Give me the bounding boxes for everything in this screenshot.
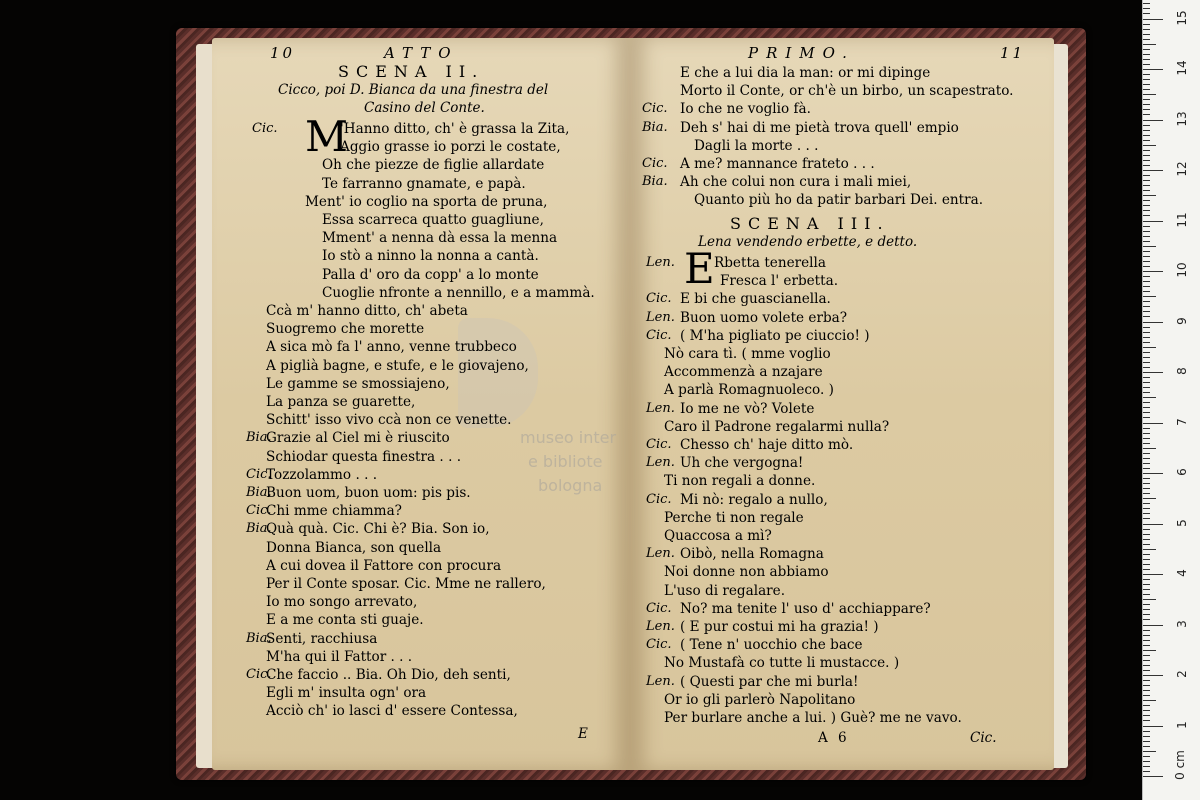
ruler-tick [1143,316,1150,317]
speaker-label: Cic. [646,600,672,616]
ruler-tick [1143,473,1163,474]
text-line: Io me ne vò? Volete [680,400,815,417]
ruler-tick [1143,200,1150,201]
ruler-tick [1143,695,1150,696]
ruler-tick [1143,311,1150,312]
ruler-tick [1143,640,1150,641]
ruler-tick [1143,705,1150,706]
text-line: E a me conta sti guaje. [266,612,424,629]
text-line: Ti non regali a donne. [664,473,816,490]
ruler-tick [1143,236,1150,237]
ruler-tick [1143,84,1150,85]
ruler-tick [1143,175,1150,176]
ruler-tick [1143,513,1150,514]
ruler-tick [1143,246,1156,247]
ruler-tick [1143,276,1150,277]
ruler-tick [1143,619,1150,620]
ruler-tick [1143,377,1150,378]
ruler-tick [1143,665,1150,666]
ruler-tick [1143,771,1150,772]
text-line: Nò cara tì. ( mme voglio [664,346,831,362]
text-line: Perche ti non regale [664,509,804,526]
text-line: L'uso di regalare. [664,582,786,599]
text-line: Cuoglie nfronte a nennillo, e a mammà. [322,284,595,301]
watermark-line: e bibliote [528,452,603,471]
text-line: La panza se guarette, [266,394,416,410]
ruler-tick [1143,104,1150,105]
ruler-tick [1143,488,1150,489]
speaker-label: Bia. [246,485,272,500]
ruler-tick [1143,165,1150,166]
ruler-tick [1143,221,1163,222]
ruler-tick [1143,625,1163,626]
text-line: A piglià bagne, e stufe, e le giovajeno, [266,357,529,374]
ruler-tick [1143,145,1156,146]
text-line: Egli m' insulta ogn' ora [266,685,427,702]
ruler-tick [1143,584,1150,585]
text-line: Io mo songo arrevato, [266,594,418,611]
ruler-tick [1143,544,1150,545]
ruler-tick [1143,271,1163,272]
ruler-tick [1143,109,1150,110]
text-line: M'ha qui il Fattor . . . [266,648,413,665]
text-line: Mment' a nenna dà essa la menna [322,230,558,247]
ruler-tick [1143,337,1150,338]
ruler-tick [1143,412,1150,413]
ruler-unit-label: 0 cm [1172,750,1187,780]
text-line: Or io gli parlerò Napolitano [664,691,856,708]
ruler-tick [1143,503,1150,504]
text-line: 'Hanno ditto, ch' è grassa la Zita, [340,121,570,137]
ruler-tick [1143,645,1150,646]
ruler-tick [1143,281,1150,282]
ruler-tick [1143,54,1150,55]
ruler-tick [1143,599,1156,600]
ruler-tick [1143,301,1150,302]
catchword-left: E [578,726,588,742]
ruler-tick [1143,24,1150,25]
scene-desc-right: Lena vendendo erbette, e detto. [698,234,918,250]
ruler-tick [1143,135,1150,136]
ruler-number: 5 [1175,518,1189,527]
ruler-tick [1143,256,1150,257]
ruler-tick [1143,604,1150,605]
ruler-tick [1143,549,1156,550]
scene-title-right: SCENA III. [730,214,890,233]
ruler-tick [1143,13,1150,14]
text-line: Te farranno gnamate, e papà. [322,175,526,192]
text-line: ( M'ha pigliato pe ciuccio! ) [680,327,870,344]
text-line: Donna Bianca, son quella [266,539,442,556]
ruler-tick [1143,726,1163,727]
speaker-label: Cic. [246,667,272,682]
ruler-tick [1143,286,1150,287]
ruler-tick [1143,352,1150,353]
ruler-number: 2 [1175,670,1189,678]
ruler-tick [1143,478,1150,479]
text-line: E che a lui dia la man: or mi dipinge [680,65,931,81]
ruler-tick [1143,99,1150,100]
ruler-tick [1143,458,1150,459]
text-line: Grazie al Ciel mi è riuscito [266,430,450,447]
ruler-tick [1143,205,1150,206]
ruler-tick [1143,49,1150,50]
text-line: Fresca l' erbetta. [720,273,839,290]
speaker-label: Cic. [646,637,672,653]
ruler-tick [1143,751,1156,752]
ruler-tick [1143,569,1150,570]
ruler-tick [1143,463,1150,464]
ruler-tick [1143,407,1150,408]
speaker-label: Cic. [646,437,672,452]
ruler-tick [1143,433,1150,434]
text-line: ( Tene n' uocchio che bace [680,637,863,654]
signature-mark: A 6 [818,730,850,746]
ruler-tick [1143,215,1150,216]
text-line: Quaccosa a mì? [664,528,772,544]
text-line: No Mustafà co tutte li mustacce. ) [664,655,900,672]
text-line: Caro il Padrone regalarmi nulla? [664,418,890,435]
ruler-tick [1143,660,1150,661]
ruler-tick [1143,423,1163,424]
speaker-label: Cic. [646,291,672,307]
page-number-left: 10 [270,44,296,62]
ruler-tick [1143,362,1150,363]
text-line: Oibò, nella Romagna [680,546,824,563]
ruler-tick [1143,776,1163,777]
watermark-text [520,426,616,498]
ruler-tick [1143,367,1150,368]
ruler-tick [1143,579,1150,580]
ruler-number: 6 [1175,468,1189,476]
ruler-tick [1143,306,1150,307]
text-line: Schitt' isso vivo ccà non ce venette. [266,412,512,429]
text-line: Accommenzà a nzajare [664,364,823,381]
text-line: Le gamme se smossiajeno, [266,375,450,392]
text-line: Quà quà. Cic. Chi è? Bia. Son io, [266,521,490,538]
text-line: Per burlare anche a lui. ) Guè? me ne vavo. [664,710,962,726]
ruler-tick [1143,392,1150,393]
ruler-tick [1143,382,1150,383]
text-line: Quanto più ho da patir barbari Dei. entra. [694,192,984,209]
ruler-number: 12 [1175,161,1189,177]
ruler-number: 13 [1175,110,1189,127]
ruler-tick [1143,539,1150,540]
speaker-label: Cic. [246,503,272,519]
ruler-tick [1143,347,1156,348]
ruler-number: 14 [1175,60,1189,76]
speaker-label: Len. [646,455,675,471]
ruler-tick [1143,372,1163,373]
ruler-tick [1143,630,1150,631]
text-line: E bi che guascianella. [680,291,831,308]
ruler-tick [1143,251,1150,252]
ruler-tick [1143,94,1156,95]
measurement-ruler [1142,0,1200,800]
text-line: A cui dovea il Fattore con procura [266,557,502,574]
ruler-tick [1143,518,1150,519]
ruler-tick [1143,29,1150,30]
ruler-tick [1143,589,1150,590]
ruler-tick [1143,614,1150,615]
ruler-tick [1143,493,1150,494]
scene-desc-left-2: Casino del Conte. [364,100,485,116]
text-line: Palla d' oro da copp' a lo monte [322,266,539,283]
ruler-tick [1143,155,1150,156]
speaker-label: Cic. [646,491,672,507]
text-line: Buon uom, buon uom: pis pis. [266,485,471,501]
speaker-label: Bia. [246,430,272,446]
ruler-tick [1143,761,1150,762]
text-line: Chesso ch' haje ditto mò. [680,437,854,453]
speaker-label: Len. [646,673,675,689]
ruler-tick [1143,417,1150,418]
ruler-tick [1143,635,1150,636]
speaker-label: Cic. [252,121,278,136]
ruler-tick [1143,8,1150,9]
page-number-right: 11 [1000,44,1026,62]
ruler-tick [1143,655,1150,656]
watermark-line: museo inter [520,428,617,447]
ruler-tick [1143,483,1150,484]
ruler-tick [1143,690,1150,691]
ruler-tick [1143,150,1150,151]
ruler-tick [1143,195,1156,196]
watermark-line: bologna [538,476,603,495]
ruler-tick [1143,140,1150,141]
ruler-number: 3 [1175,619,1189,628]
speaker-label: Len. [646,619,675,634]
ruler-tick [1143,731,1150,732]
ruler-tick [1143,64,1150,65]
ruler-tick [1143,609,1150,610]
ruler-tick [1143,766,1150,767]
ruler-tick [1143,700,1156,701]
text-line: Essa scarreca quatto guagliune, [322,212,544,228]
ruler-tick [1143,231,1150,232]
text-line: A me? mannance frateto . . . [680,156,875,172]
ruler-tick [1143,210,1150,211]
ruler-tick [1143,89,1150,90]
text-line: No? ma tenite l' uso d' acchiappare? [680,600,931,617]
speaker-label: Cic. [642,101,668,117]
text-line: Acciò ch' io lasci d' essere Contessa, [266,703,518,720]
ruler-tick [1143,342,1150,343]
ruler-tick [1143,322,1163,323]
ruler-tick [1143,508,1150,509]
ruler-tick [1143,448,1156,449]
ruler-tick [1143,114,1150,115]
ruler-tick [1143,680,1150,681]
text-line: Tozzolammo . . . [266,466,378,483]
ruler-tick [1143,34,1150,35]
ruler-tick [1143,675,1163,676]
ruler-tick [1143,564,1150,565]
ruler-tick [1143,190,1150,191]
text-line: Per il Conte sposar. Cic. Mme ne rallero, [266,576,546,592]
ruler-tick [1143,524,1163,525]
text-line: Dagli la morte . . . [694,137,819,154]
ruler-tick [1143,670,1150,671]
ruler-tick [1143,125,1150,126]
ruler-tick [1143,160,1150,161]
text-line: Noi donne non abbiamo [664,564,829,581]
text-line: Ment' io coglio na sporta de pruna, [305,193,548,210]
ruler-tick [1143,19,1163,20]
scene-title-left: SCENA II. [338,62,485,81]
text-line: Aggio grasse io porzi le costate, [340,139,561,156]
ruler-tick [1143,357,1150,358]
ruler-tick [1143,594,1150,595]
ruler-tick [1143,428,1150,429]
ruler-tick [1143,226,1150,227]
ruler-tick [1143,185,1150,186]
ruler-tick [1143,746,1150,747]
ruler-number: 11 [1175,211,1189,228]
text-line: Deh s' hai di me pietà trova quell' empio [680,119,959,136]
ruler-tick [1143,397,1156,398]
ruler-tick [1143,574,1163,575]
ruler-tick [1143,453,1150,454]
ruler-tick [1143,130,1150,131]
ruler-tick [1143,59,1150,60]
text-line: Ccà m' hanno ditto, ch' abeta [266,303,468,319]
speaker-label: Cic. [642,156,668,171]
text-line: Morto il Conte, or ch'è un birbo, un scapestrato. [680,83,1014,100]
text-line: A sica mò fa l' anno, venne trubbeco [266,339,517,356]
ruler-tick [1143,266,1150,267]
ruler-tick [1143,685,1150,686]
text-line: Senti, racchiusa [266,630,378,647]
speaker-label: Bia. [642,174,668,190]
ruler-tick [1143,44,1156,45]
speaker-label: Cic. [246,466,272,482]
dropcap-right: E [684,244,715,293]
speaker-label: Cic. [646,327,672,343]
ruler-tick [1143,261,1150,262]
speaker-label: Bia. [246,521,272,537]
ruler-number: 8 [1175,367,1189,375]
text-line: A parlà Romagnuoleco. ) [664,382,834,399]
text-line: Uh che vergogna! [680,455,804,472]
speaker-label: Bia. [246,630,272,646]
ruler-tick [1143,534,1150,535]
dropcap-left: M [305,112,349,161]
ruler-tick [1143,402,1150,403]
ruler-tick [1143,291,1150,292]
text-line: Io che ne voglio fà. [680,101,811,118]
ruler-tick [1143,170,1163,171]
ruler-tick [1143,710,1150,711]
ruler-number: 9 [1175,316,1189,325]
speaker-label: Len. [646,255,675,270]
ruler-tick [1143,715,1150,716]
ruler-tick [1143,529,1150,530]
ruler-tick [1143,180,1150,181]
text-line: Chi mme chiamma? [266,503,402,520]
running-head-left: ATTO [384,44,459,62]
ruler-tick [1143,39,1150,40]
ruler-tick [1143,332,1150,333]
speaker-label: Bia. [642,119,668,135]
ruler-tick [1143,720,1150,721]
text-line: Io stò a ninno la nonna a cantà. [322,248,539,265]
ruler-tick [1143,327,1150,328]
ruler-tick [1143,3,1150,4]
ruler-tick [1143,79,1150,80]
ruler-tick [1143,387,1150,388]
text-line: Oh che piezze de figlie allardate [322,157,545,174]
ruler-tick [1143,650,1156,651]
ruler-number: 4 [1175,569,1189,577]
speaker-label: Len. [646,546,675,562]
ruler-tick [1143,120,1163,121]
text-line: Rbetta tenerella [714,255,826,271]
ruler-tick [1143,69,1163,70]
text-line: ( Questi par che mi burla! [680,673,859,690]
speaker-label: Len. [646,309,675,325]
ruler-tick [1143,554,1150,555]
catchword-right: Cic. [970,730,997,746]
ruler-tick [1143,468,1150,469]
ruler-tick [1143,741,1150,742]
scene-desc-left-1: Cicco, poi D. Bianca da una finestra del [278,82,549,98]
ruler-number: 10 [1175,262,1189,278]
ruler-tick [1143,498,1156,499]
text-line: Che faccio .. Bia. Oh Dio, deh senti, [266,667,511,683]
ruler-tick [1143,438,1150,439]
ruler-tick [1143,559,1150,560]
text-line: Ah che colui non cura i mali miei, [680,174,912,191]
ruler-tick [1143,756,1150,757]
text-line: Suogremo che morette [266,321,425,338]
text-line: Schiodar questa finestra . . . [266,448,462,465]
ruler-tick [1143,241,1150,242]
ruler-number: 1 [1175,720,1189,729]
ruler-tick [1143,296,1156,297]
ruler-tick [1143,443,1150,444]
ruler-tick [1143,736,1150,737]
ruler-tick [1143,74,1150,75]
text-line: Buon uomo volete erba? [680,309,848,326]
ruler-number: 15 [1175,9,1189,26]
text-line: Mi nò: regalo a nullo, [680,491,828,508]
running-head-right: PRIMO. [748,44,855,62]
text-line: ( E pur costui mi ha grazia! ) [680,619,879,635]
speaker-label: Len. [646,400,675,416]
ruler-number: 7 [1175,417,1189,426]
